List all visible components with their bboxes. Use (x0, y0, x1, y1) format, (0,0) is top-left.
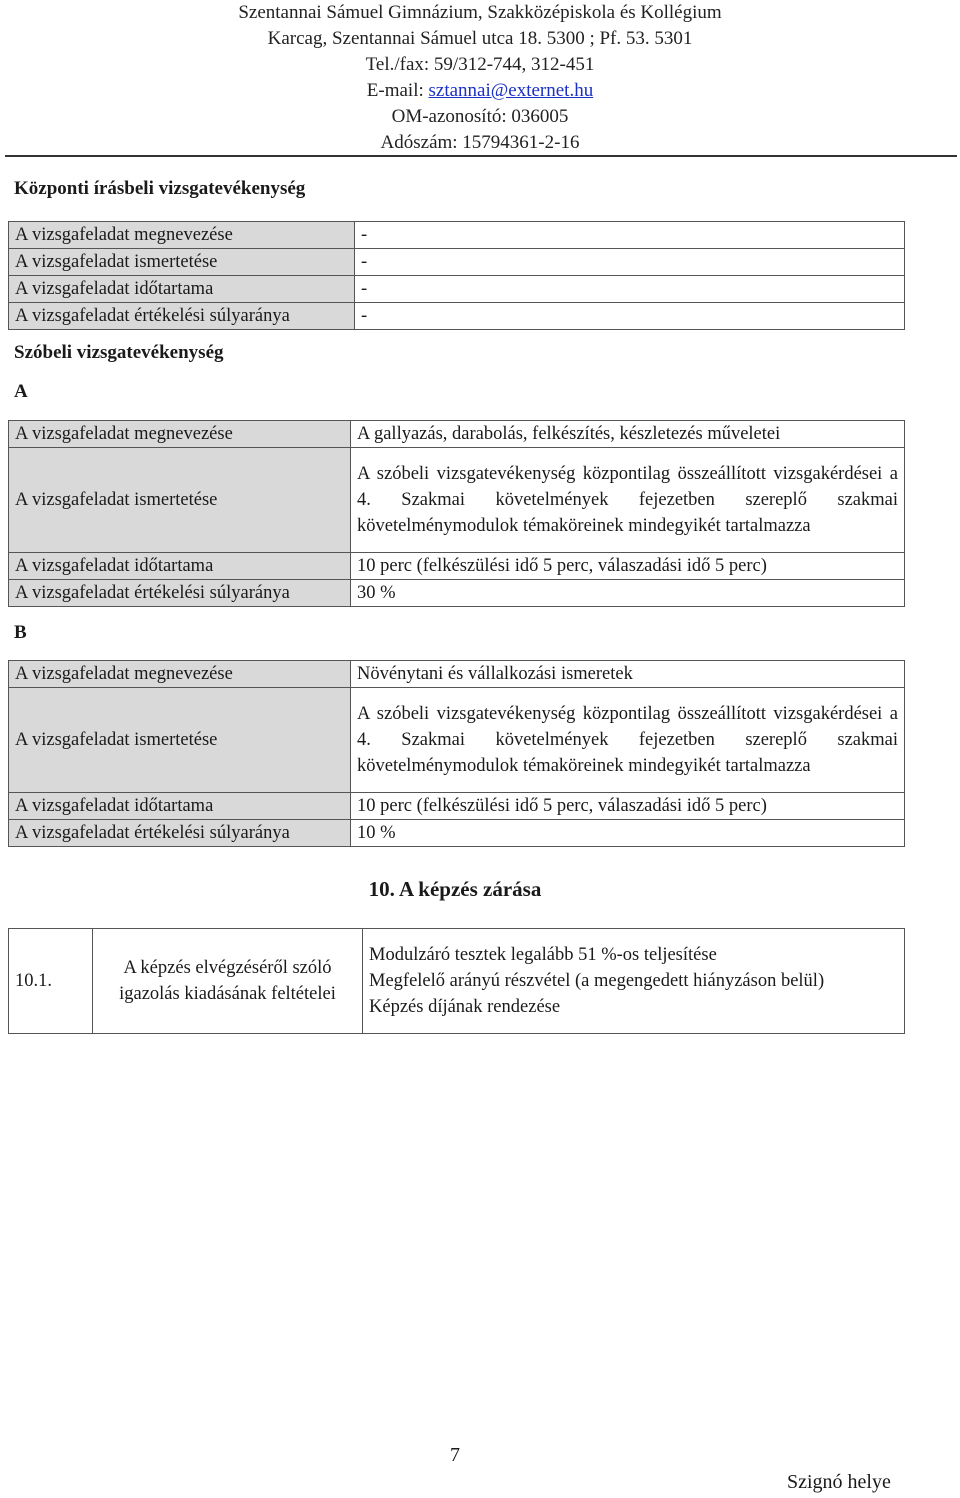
task-desc-value: A szóbeli vizsgatevékenység központilag összeállított vizsgakérdései a 4. Szakmai követelmények fejezetben szereplő szakmai követelménymodulok témaköreinek mindegyikét tartalmazza (351, 448, 905, 553)
school-name: Szentannai Sámuel Gimnázium, Szakközépiskola és Kollégium (238, 2, 722, 23)
oral-b-table (8, 660, 905, 847)
task-desc-label: A vizsgafeladat ismertetése (9, 249, 355, 276)
central-written-table (8, 221, 905, 330)
task-desc-value: A szóbeli vizsgatevékenység központilag összeállított vizsgakérdései a 4. Szakmai követelmények fejezetben szereplő szakmai követelménymodulok témaköreinek mindegyikét tartalmazza (351, 688, 905, 793)
school-email-line (0, 78, 960, 104)
letterhead (0, 0, 960, 156)
oral-a-table (8, 420, 905, 607)
task-weight-value: 30 % (351, 580, 905, 607)
table-row (9, 421, 905, 448)
section-number: 10.1. (9, 929, 93, 1034)
oral-part-b-letter: B (14, 622, 27, 643)
task-name-label: A vizsgafeladat megnevezése (9, 222, 355, 249)
certificate-conditions-label: A képzés elvégzéséről szóló igazolás kiadásának feltételei (93, 929, 363, 1034)
table-row (9, 820, 905, 847)
table-row (9, 661, 905, 688)
task-desc-label: A vizsgafeladat ismertetése (9, 448, 351, 553)
task-name-value: Növénytani és vállalkozási ismeretek (351, 661, 905, 688)
central-written-heading: Központi írásbeli vizsgatevékenység (14, 178, 306, 199)
signature-placeholder: Szignó helye (787, 1471, 891, 1493)
task-time-value: - (355, 276, 905, 303)
table-row (9, 276, 905, 303)
table-row (9, 929, 905, 1034)
task-time-value: 10 perc (felkészülési idő 5 perc, válaszadási idő 5 perc) (351, 553, 905, 580)
table-row (9, 222, 905, 249)
table-row (9, 580, 905, 607)
task-weight-label: A vizsgafeladat értékelési súlyaránya (9, 303, 355, 330)
task-time-value: 10 perc (felkészülési idő 5 perc, válaszadási idő 5 perc) (351, 793, 905, 820)
closing-section-title: 10. A képzés zárása (368, 877, 542, 901)
oral-part-a-letter: A (14, 381, 28, 402)
task-weight-label: A vizsgafeladat értékelési súlyaránya (9, 580, 351, 607)
task-time-label: A vizsgafeladat időtartama (9, 276, 355, 303)
task-weight-value: - (355, 303, 905, 330)
certificate-conditions-list (363, 929, 905, 1034)
email-link[interactable]: sztannai@externet.hu (428, 80, 594, 101)
table-row (9, 303, 905, 330)
list-item: Modulzáró tesztek legalább 51 %-os teljesítése (369, 945, 717, 965)
list-item: Képzés díjának rendezése (369, 997, 561, 1017)
task-desc-value: - (355, 249, 905, 276)
task-weight-label: A vizsgafeladat értékelési súlyaránya (9, 820, 351, 847)
task-name-value: - (355, 222, 905, 249)
school-tax-number: Adószám: 15794361-2-16 (380, 132, 580, 153)
table-row (9, 249, 905, 276)
list-item: Megfelelő arányú részvétel (a megengedett hiányzáson belül) (369, 971, 825, 991)
school-om-id: OM-azonosító: 036005 (391, 106, 569, 127)
oral-heading: Szóbeli vizsgatevékenység (14, 342, 224, 363)
task-name-value: A gallyazás, darabolás, felkészítés, készletezés műveletei (351, 421, 905, 448)
header-divider (5, 155, 957, 157)
task-time-label: A vizsgafeladat időtartama (9, 553, 351, 580)
page-number: 7 (450, 1444, 460, 1466)
task-desc-label: A vizsgafeladat ismertetése (9, 688, 351, 793)
table-row (9, 793, 905, 820)
table-row (9, 688, 905, 793)
closing-table (8, 928, 905, 1034)
task-name-label: A vizsgafeladat megnevezése (9, 421, 351, 448)
table-row (9, 553, 905, 580)
task-time-label: A vizsgafeladat időtartama (9, 793, 351, 820)
school-telfax: Tel./fax: 59/312-744, 312-451 (365, 54, 595, 75)
table-row (9, 448, 905, 553)
email-label: E-mail: (366, 80, 429, 101)
school-address: Karcag, Szentannai Sámuel utca 18. 5300 ; Pf. 53. 5301 (267, 28, 693, 49)
task-weight-value: 10 % (351, 820, 905, 847)
task-name-label: A vizsgafeladat megnevezése (9, 661, 351, 688)
